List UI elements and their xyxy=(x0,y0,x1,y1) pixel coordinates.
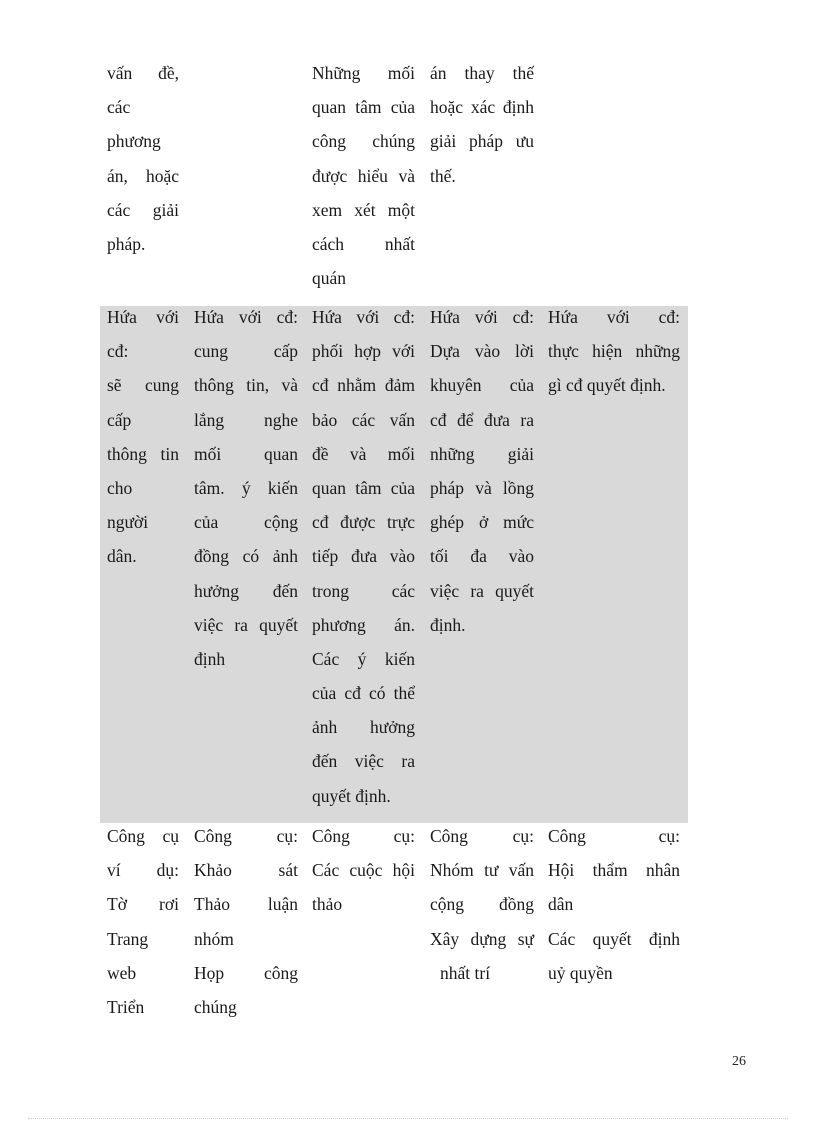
cell-text-line: thông tin, và xyxy=(194,375,298,396)
cell-text-line: thông tin xyxy=(107,443,179,464)
table-row-band-1 xyxy=(100,56,688,306)
cell-text-line: đồng có ảnh xyxy=(194,546,298,567)
cell-text-line: nhóm xyxy=(194,928,234,949)
cell-text-line: Nhóm tư vấn xyxy=(430,860,534,881)
cell-text-line: pháp và lồng xyxy=(430,477,534,498)
cell-text-line: Hội thẩm nhân xyxy=(548,860,680,881)
cell-text-line: Hứa với cđ: xyxy=(312,307,415,327)
table-cell-col-4 xyxy=(430,56,534,193)
cell-text-line: Dựa vào lời xyxy=(430,341,534,362)
footer-divider xyxy=(28,1118,788,1119)
cell-text-line: định xyxy=(194,648,226,669)
cell-text-line: cộng đồng xyxy=(430,894,534,915)
cell-text-line: web xyxy=(107,962,137,983)
cell-text-line: quyết định. xyxy=(312,785,391,806)
cell-text-line: người xyxy=(107,512,149,533)
cell-text-line: chúng xyxy=(194,996,237,1017)
cell-text-line: Công cụ xyxy=(107,826,179,846)
cell-text-line: cđ được trực xyxy=(312,512,415,533)
cell-text-line: Hứa với cđ: xyxy=(548,307,680,327)
cell-text-line: cđ để đưa ra xyxy=(430,409,534,430)
cell-text-line: cđ: xyxy=(107,341,129,362)
cell-text-line: Công cụ: xyxy=(312,826,415,846)
cell-text-line: Hứa với cđ: xyxy=(430,307,534,327)
table-row-band-tools xyxy=(100,823,688,1033)
cell-text-line: Họp công xyxy=(194,962,298,983)
cell-text-line: Triển xyxy=(107,996,145,1017)
cell-text-line: quan tâm của xyxy=(312,97,415,118)
cell-text-line: nhất trí xyxy=(440,962,491,983)
cell-text-line: cách nhất xyxy=(312,233,415,254)
cell-text-line: đề và mối xyxy=(312,443,415,464)
cell-text-line: các xyxy=(107,97,131,118)
cell-text-line: ảnh hưởng xyxy=(312,717,415,738)
cell-text-line: xem xét một xyxy=(312,199,415,220)
cell-text-line: Thảo luận xyxy=(194,894,298,915)
cell-text-line: tâm. ý kiến xyxy=(194,477,298,498)
table-cell-col-2 xyxy=(194,819,298,1024)
cell-text-line: được hiểu và xyxy=(312,165,415,186)
cell-text-line: cđ nhằm đảm xyxy=(312,375,415,396)
table-cell-col-5 xyxy=(548,819,680,990)
cell-text-line: mối quan xyxy=(194,443,298,464)
cell-text-line: trong các xyxy=(312,580,415,601)
table-cell-col-1 xyxy=(107,56,179,261)
cell-text-line: Các quyết định xyxy=(548,928,680,949)
cell-text-line: hưởng đến xyxy=(194,580,298,601)
cell-text-line: của cđ có thể xyxy=(312,683,415,704)
cell-text-line: Khảo sát xyxy=(194,860,298,881)
table-cell-col-3 xyxy=(312,819,415,922)
cell-text-line: cho xyxy=(107,477,133,498)
table-cell-col-5 xyxy=(548,300,680,403)
cell-text-line: thế. xyxy=(430,165,456,186)
cell-text-line: Xây dựng sự xyxy=(430,928,534,949)
cell-text-line: Công cụ: xyxy=(194,826,298,846)
cell-text-line: gì cđ quyết định. xyxy=(548,375,666,396)
cell-text-line: hoặc xác định xyxy=(430,97,534,118)
cell-text-line: khuyên của xyxy=(430,375,534,396)
cell-text-line: phương xyxy=(107,131,161,152)
cell-text-line: quan tâm của xyxy=(312,477,415,498)
cell-text-line: Các cuộc hội xyxy=(312,860,415,881)
table-cell-col-1 xyxy=(107,300,179,574)
table-cell-col-1 xyxy=(107,819,179,1024)
table-cell-col-4 xyxy=(430,300,534,642)
table-cell-col-3 xyxy=(312,56,415,295)
cell-text-line: Trang xyxy=(107,928,149,949)
cell-text-line: quán xyxy=(312,268,347,289)
page-number: 26 xyxy=(732,1054,746,1069)
cell-text-line: lắng nghe xyxy=(194,409,298,430)
cell-text-line: ghép ở mức xyxy=(430,512,534,533)
cell-text-line: dân xyxy=(548,894,574,915)
cell-text-line: định. xyxy=(430,614,466,635)
table-cell-col-4 xyxy=(430,819,534,990)
table-row-band-promise xyxy=(100,306,688,823)
table-cell-col-2 xyxy=(194,300,298,676)
cell-text-line: giải pháp ưu xyxy=(430,131,534,152)
cell-text-line: Công cụ: xyxy=(548,826,680,846)
cell-text-line: pháp. xyxy=(107,233,146,254)
cell-text-line: phương án. xyxy=(312,614,415,635)
cell-text-line: việc ra quyết xyxy=(430,580,534,601)
cell-text-line: Những mối xyxy=(312,63,415,83)
table-cell-col-3 xyxy=(312,300,415,813)
cell-text-line: Công cụ: xyxy=(430,826,534,846)
cell-text-line: đến việc ra xyxy=(312,751,415,772)
cell-text-line: dân. xyxy=(107,546,137,567)
cell-text-line: việc ra quyết xyxy=(194,614,298,635)
cell-text-line: bảo các vấn xyxy=(312,409,415,430)
cell-text-line: án thay thế xyxy=(430,63,534,83)
cell-text-line: Hứa với xyxy=(107,307,179,327)
cell-text-line: của cộng xyxy=(194,512,298,533)
cell-text-line: sẽ cung xyxy=(107,375,179,396)
cell-text-line: các giải xyxy=(107,199,179,220)
cell-text-line: tiếp đưa vào xyxy=(312,546,415,567)
cell-text-line: tối đa vào xyxy=(430,546,534,567)
cell-text-line: vấn đề, xyxy=(107,63,179,83)
cell-text-line: ví dụ: xyxy=(107,860,179,881)
cell-text-line: phối hợp với xyxy=(312,341,415,362)
cell-text-line: Tờ rơi xyxy=(107,894,179,915)
cell-text-line: án, hoặc xyxy=(107,165,179,186)
cell-text-line: Các ý kiến xyxy=(312,648,415,669)
cell-text-line: công chúng xyxy=(312,131,415,152)
cell-text-line: những giải xyxy=(430,443,534,464)
cell-text-line: thảo xyxy=(312,894,343,915)
cell-text-line: cung cấp xyxy=(194,341,298,362)
cell-text-line: cấp xyxy=(107,409,132,430)
cell-text-line: uỷ quyền xyxy=(548,962,613,983)
cell-text-line: Hứa với cđ: xyxy=(194,307,298,327)
cell-text-line: thực hiện những xyxy=(548,341,680,362)
